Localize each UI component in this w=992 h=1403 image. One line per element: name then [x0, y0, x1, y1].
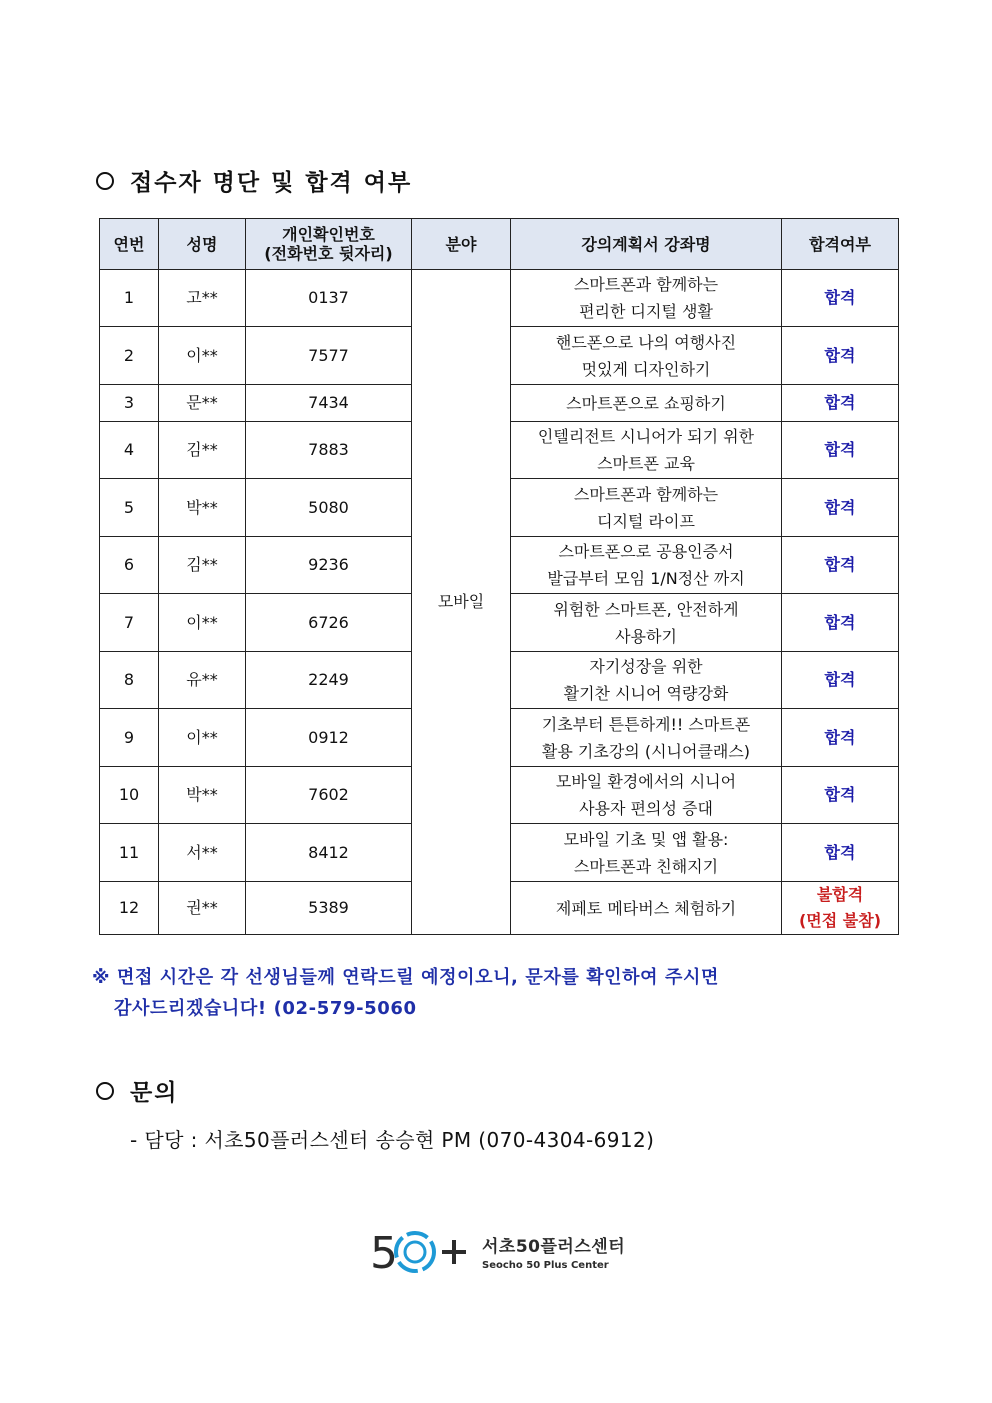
- roster-table: [99, 218, 899, 935]
- hollow-circle-icon: [96, 1082, 114, 1100]
- cell-course: [511, 422, 782, 479]
- cell-name: 권**: [159, 882, 246, 935]
- cell-result-fail: [782, 882, 899, 935]
- header-id-line2: (전화번호 뒷자리): [264, 244, 393, 263]
- 50-plus-logo-icon: [370, 1226, 470, 1276]
- course-line2: 활기찬 시니어 역량강화: [563, 684, 729, 703]
- cell-name: 박**: [159, 767, 246, 824]
- course-line2: 편리한 디지털 생활: [579, 302, 713, 321]
- cell-no: 2: [100, 327, 159, 385]
- cell-no: 11: [100, 824, 159, 882]
- cell-id: 6726: [246, 594, 412, 652]
- cell-id: 7602: [246, 767, 412, 824]
- cell-id: 7883: [246, 422, 412, 479]
- cell-id: 5389: [246, 882, 412, 935]
- course-line2: 멋있게 디자인하기: [581, 359, 711, 379]
- cell-id: 8412: [246, 824, 412, 882]
- course-line1: 위험한 스마트폰, 안전하게: [553, 599, 739, 619]
- cell-no: 4: [100, 422, 159, 479]
- course-line1: 모바일 기초 및 앱 활용:: [563, 829, 729, 849]
- cell-result: 합격: [782, 479, 899, 537]
- course-line2: 사용하기: [615, 626, 677, 646]
- cell-name: 김**: [159, 422, 246, 479]
- course-line2: 스마트폰과 친해지기: [573, 856, 719, 876]
- cell-no: 6: [100, 537, 159, 594]
- section-title-text: 접수자 명단 및 합격 여부: [130, 170, 413, 196]
- logo-english-name: Seocho 50 Plus Center: [482, 1259, 609, 1271]
- course-line1: 모바일 환경에서의 시니어: [555, 772, 737, 791]
- cell-no: 10: [100, 767, 159, 824]
- course-line2: 스마트폰 교육: [597, 454, 695, 473]
- section-title-roster: [96, 164, 412, 197]
- cell-course: [511, 594, 782, 652]
- center-logo: [370, 1226, 625, 1276]
- cell-result: 합격: [782, 422, 899, 479]
- logo-korean-name: 서초50플러스센터: [482, 1236, 626, 1257]
- cell-course: [511, 479, 782, 537]
- header-id: [246, 219, 412, 270]
- section-title-inquiry: [96, 1074, 178, 1107]
- course-line1: 스마트폰으로 공용인증서: [558, 542, 734, 561]
- course-line2: 발급부터 모임 1/N정산 까지: [547, 569, 745, 588]
- course-line1: 자기성장을 위한: [589, 657, 703, 676]
- cell-result: 합격: [782, 652, 899, 709]
- cell-name: 고**: [159, 270, 246, 327]
- course-line1: 인텔리전트 시니어가 되기 위한: [537, 427, 755, 446]
- cell-result: 합격: [782, 594, 899, 652]
- cell-id: 5080: [246, 479, 412, 537]
- cell-course: 제페토 메타버스 체험하기: [511, 882, 782, 935]
- cell-result: 합격: [782, 537, 899, 594]
- cell-id: 7577: [246, 327, 412, 385]
- cell-course: [511, 767, 782, 824]
- cell-name: 박**: [159, 479, 246, 537]
- cell-id: 2249: [246, 652, 412, 709]
- table-row: [100, 270, 899, 327]
- cell-no: 9: [100, 709, 159, 767]
- cell-id: 0912: [246, 709, 412, 767]
- cell-course: [511, 709, 782, 767]
- notice-line1: ※ 면접 시간은 각 선생님들께 연락드릴 예정이오니, 문자를 확인하여 주시면: [92, 967, 719, 988]
- header-no: 연번: [100, 219, 159, 270]
- cell-id: 7434: [246, 385, 412, 422]
- cell-result: 합격: [782, 767, 899, 824]
- header-result: 합격여부: [782, 219, 899, 270]
- cell-result: 합격: [782, 709, 899, 767]
- cell-no: 7: [100, 594, 159, 652]
- cell-course: [511, 537, 782, 594]
- cell-course: [511, 652, 782, 709]
- cell-name: 문**: [159, 385, 246, 422]
- course-line2: 디지털 라이프: [597, 511, 695, 531]
- section-title-text: 문의: [130, 1080, 179, 1106]
- header-name: 성명: [159, 219, 246, 270]
- cell-name: 서**: [159, 824, 246, 882]
- interview-notice: [92, 962, 872, 1024]
- cell-course: [511, 824, 782, 882]
- cell-course: [511, 385, 782, 422]
- cell-no: 5: [100, 479, 159, 537]
- cell-course: [511, 270, 782, 327]
- cell-result: 합격: [782, 270, 899, 327]
- cell-result: 합격: [782, 327, 899, 385]
- table-header-row: [100, 219, 899, 270]
- cell-name: 이**: [159, 709, 246, 767]
- cell-id: 9236: [246, 537, 412, 594]
- course-line1: 스마트폰과 함께하는: [573, 484, 719, 504]
- course-line1: 스마트폰으로 쇼핑하기: [566, 393, 726, 413]
- cell-result: 합격: [782, 385, 899, 422]
- course-line1: 핸드폰으로 나의 여행사진: [555, 332, 737, 352]
- cell-name: 김**: [159, 537, 246, 594]
- hollow-circle-icon: [96, 172, 114, 190]
- header-field: 분야: [412, 219, 511, 270]
- cell-name: 이**: [159, 594, 246, 652]
- cell-field: 모바일: [412, 270, 511, 935]
- cell-no: 1: [100, 270, 159, 327]
- cell-no: 12: [100, 882, 159, 935]
- notice-line2: 감사드리겠습니다! (02-579-5060: [114, 998, 417, 1019]
- cell-no: 3: [100, 385, 159, 422]
- header-id-line1: 개인확인번호: [282, 225, 375, 244]
- fail-reason: (면접 불참): [798, 911, 882, 930]
- course-line2: 사용자 편의성 증대: [579, 799, 713, 818]
- cell-result: 합격: [782, 824, 899, 882]
- course-line1: 스마트폰과 함께하는: [573, 275, 719, 294]
- contact-info: - 담당 : 서초50플러스센터 송승현 PM (070-4304-6912): [130, 1128, 655, 1152]
- header-course: 강의계획서 강좌명: [511, 219, 782, 270]
- cell-id: 0137: [246, 270, 412, 327]
- cell-no: 8: [100, 652, 159, 709]
- cell-name: 이**: [159, 327, 246, 385]
- fail-status: 불합격: [816, 885, 864, 904]
- cell-course: [511, 327, 782, 385]
- course-line2: 활용 기초강의 (시니어클래스): [541, 741, 751, 761]
- cell-name: 유**: [159, 652, 246, 709]
- svg-text:5: 5: [370, 1228, 398, 1276]
- course-line1: 기초부터 튼튼하게!! 스마트폰: [541, 714, 751, 734]
